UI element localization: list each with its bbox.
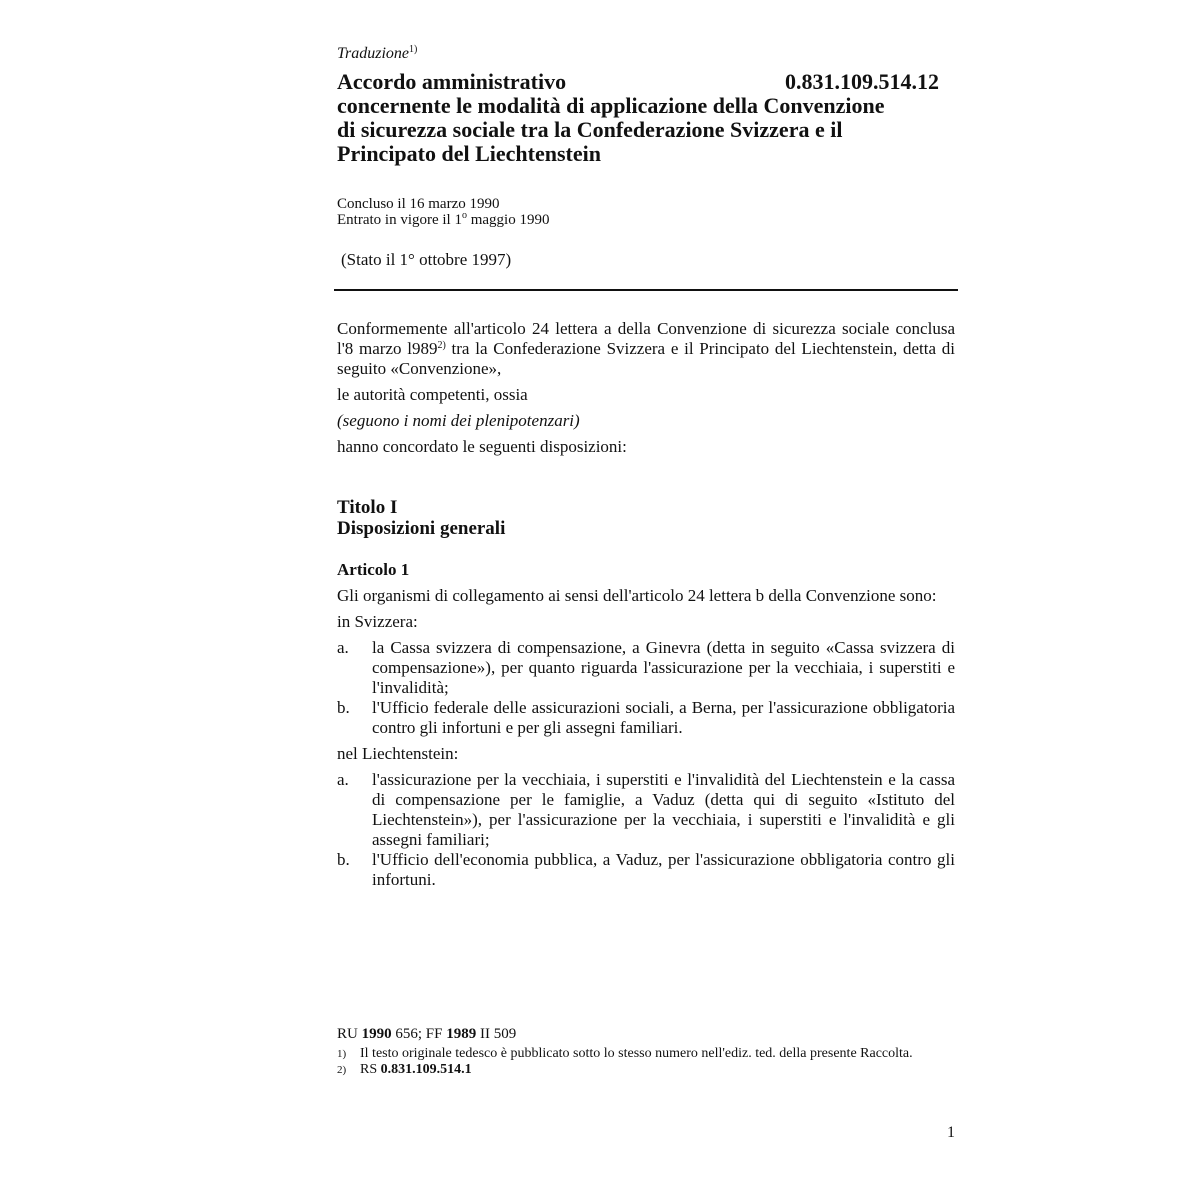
article-heading: Articolo 1 <box>337 560 410 579</box>
document-number: 0.831.109.514.12 <box>785 69 939 94</box>
section-heading: Disposizioni generali <box>337 518 506 539</box>
title-line: di sicurezza sociale tra la Confederazione Svizzera e il <box>337 117 843 142</box>
header-divider <box>334 289 958 291</box>
section-number: Titolo I <box>337 497 398 518</box>
preamble-authorities: le autorità competenti, ossia <box>337 385 528 404</box>
article-intro: Gli organismi di collegamento ai sensi dell'articolo 24 lettera b della Convenzione sono: <box>337 586 937 605</box>
title-line: Principato del Liechtenstein <box>337 141 601 166</box>
footnote-1: 1) Il testo originale tedesco è pubblicato sotto lo stesso numero nell'ediz. ted. della presente Raccolta. <box>337 1046 913 1061</box>
footnote-ref-1[interactable]: 1) <box>409 44 418 55</box>
document-meta <box>337 196 955 228</box>
footnotes <box>337 1026 955 1078</box>
status-date: (Stato il 1° ottobre 1997) <box>341 250 512 269</box>
preamble-agreement: hanno concordato le seguenti disposizioni: <box>337 437 627 456</box>
preamble <box>337 319 955 463</box>
entry-into-force: Entrato in vigore il 1$^o$ maggio 1990 <box>337 210 550 228</box>
list-item: a. l'assicurazione per la vecchiaia, i superstiti e l'invalidità del Liechtenstein e la cassa di compensazione per le famiglie, a Vaduz (detta qui di seguito «Istituto del Liechtenstein»), per l'assicurazione per la vecchiaia, i superstiti e l'invalidità e gli assegni familiari; <box>337 770 955 849</box>
list-item: b. l'Ufficio federale delle assicurazioni sociali, a Berna, per l'assicurazione obbligatoria contro gli infortuni e per gli assegni familiari. <box>337 698 955 737</box>
page-number: 1 <box>947 1124 955 1141</box>
list-item: a. la Cassa svizzera di compensazione, a Ginevra (detta in seguito «Cassa svizzera di compensazione»), per quanto riguarda l'assicurazione per la vecchiaia, i superstiti e l'invalidità; <box>337 638 955 697</box>
preamble-paragraph: Conformemente all'articolo 24 lettera a della Convenzione di sicurezza sociale conclusa l'8 marzo l989$^{2)}$ tra la Confederazione Svizzera e il Principato del Liechtenstein, detta di seguito «Convenzione», <box>337 319 955 378</box>
traduzione-label: Traduzione$^{1)}$ <box>337 44 418 62</box>
publication-reference: RU 1990 656; FF 1989 II 509 <box>337 1026 517 1042</box>
title-line: Accordo amministrativo <box>337 69 567 94</box>
title-line: concernente le modalità di applicazione della Convenzione <box>337 93 885 118</box>
footnote-2: 2) RS 0.831.109.514.1 <box>337 1062 472 1077</box>
list-item: b. l'Ufficio dell'economia pubblica, a Vaduz, per l'assicurazione obbligatoria contro gli infortuni. <box>337 850 955 889</box>
country-label-liechtenstein: nel Liechtenstein: <box>337 744 459 763</box>
article-1 <box>337 560 955 890</box>
country-label-switzerland: in Svizzera: <box>337 612 418 631</box>
section-title <box>337 497 955 539</box>
concluded-date: Concluso il 16 marzo 1990 <box>337 196 500 212</box>
footnote-ref-2[interactable]: 2) <box>437 340 446 351</box>
preamble-plenipotentiaries: (seguono i nomi dei plenipotenzari) <box>337 411 580 430</box>
